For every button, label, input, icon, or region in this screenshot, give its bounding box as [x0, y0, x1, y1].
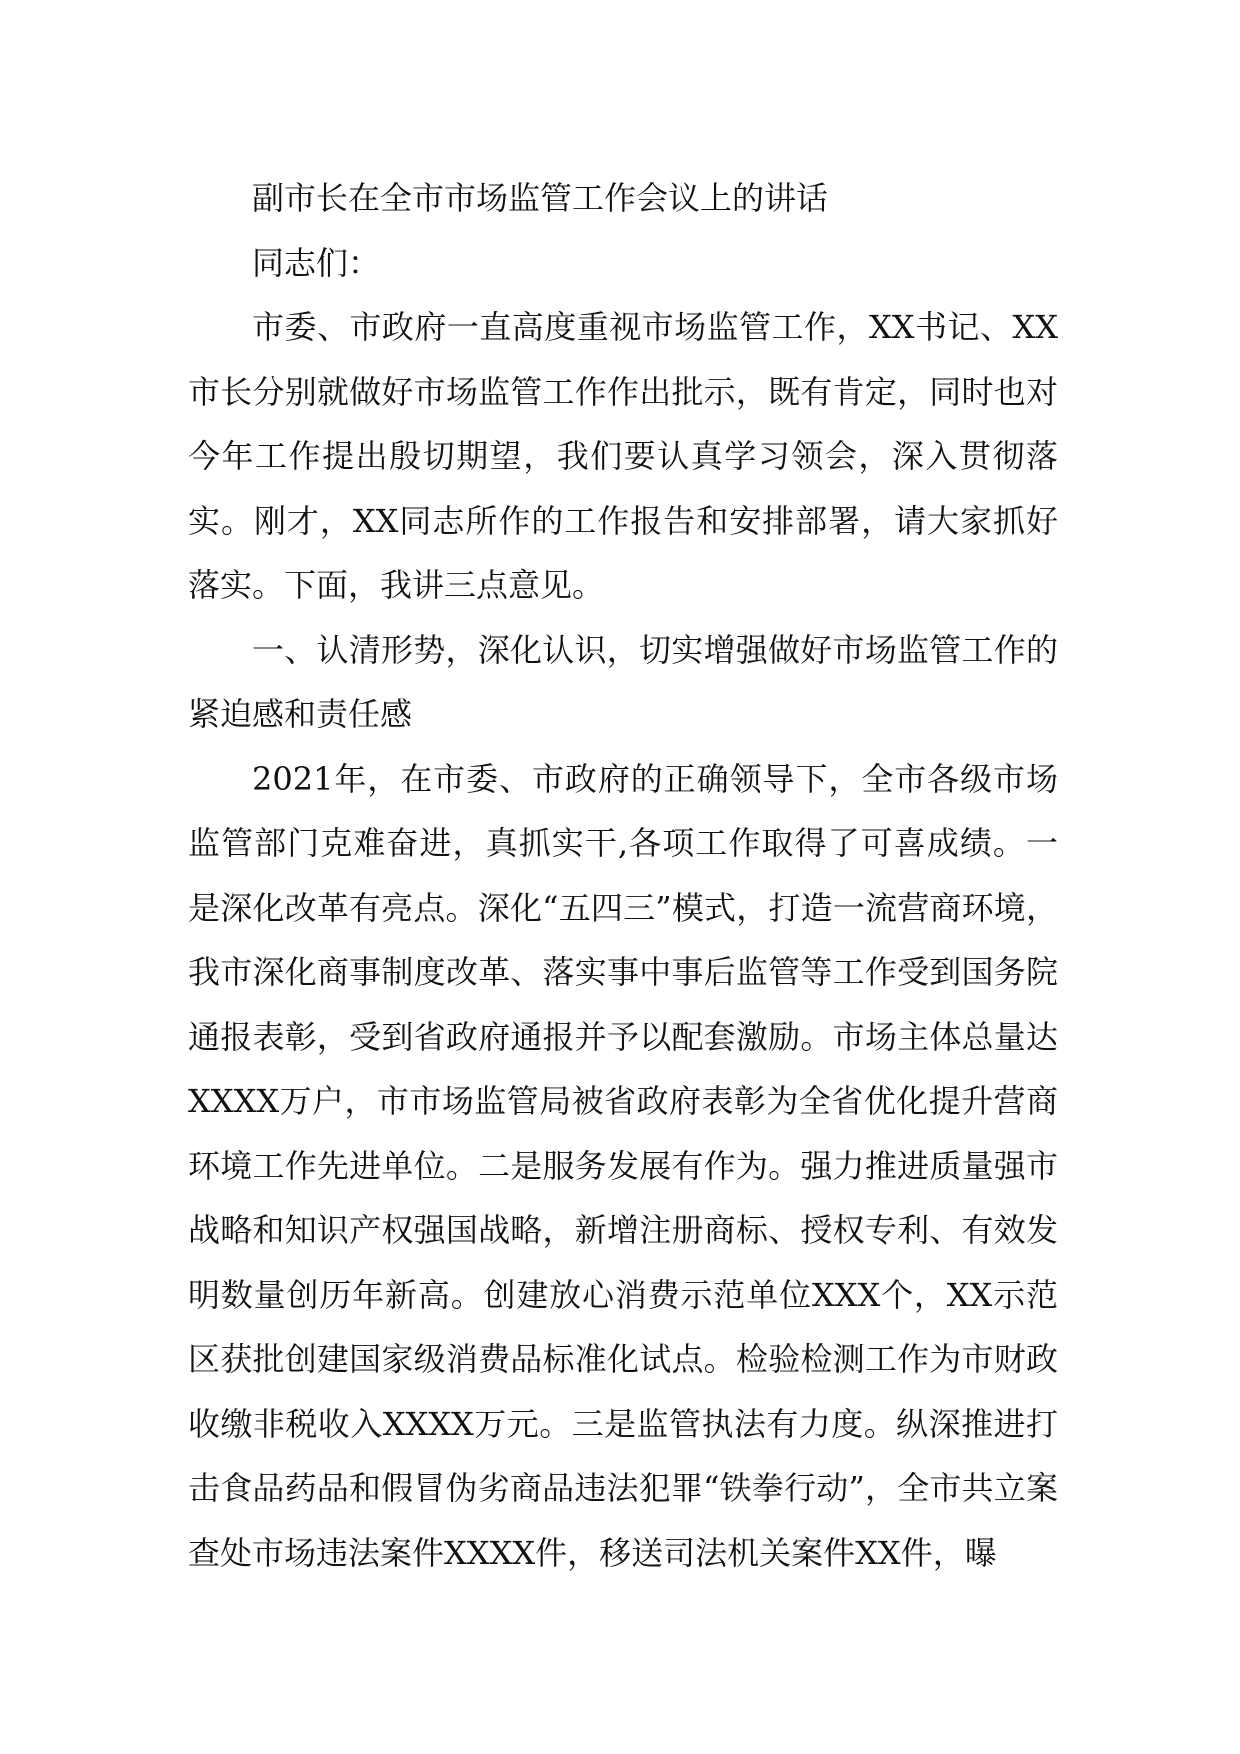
document-title: 副市长在全市市场监管工作会议上的讲话 — [252, 179, 829, 217]
salutation: 同志们： — [252, 243, 381, 282]
paragraph-intro: 市委、市政府一直高度重视市场监管工作，XX书记、XX市长分别就做好市场监管工作作出批示，既有肯定，同时也对今年工作提出殷切期望，我们要认真学习领会，深入贯彻落实。刚才，XX同志所作的工作报告和安排部署，请大家抓好落实。下面，我讲三点意见。 — [188, 308, 1058, 604]
section-heading-1: 一、认清形势，深化认识，切实增强做好市场监管工作的紧迫感和责任感 — [188, 630, 1058, 733]
paragraph-2021-review: 2021年，在市委、市政府的正确领导下，全市各级市场监管部门克难奋进，真抓实干,各项工作取得了可喜成绩。一是深化改革有亮点。深化“五四三”模式，打造一流营商环境，我市深化商事制度改革、落实事中事后监管等工作受到国务院通报表彰，受到省政府通报并予以配套激励。市场主体总量达XXXX万户，市市场监管局被省政府表彰为全省优化提升营商环境工作先进单位。二是服务发展有作为。强力推进质量强市战略和知识产权强国战略，新增注册商标、授权专利、有效发明数量创历年新高。创建放心消费示范单位XXX个，XX示范区获批创建国家级消费品标准化试点。检验检测工作为市财政收缴非税收入XXXX万元。三是监管执法有力度。纵深推进打击食品药品和假冒伪劣商品违法犯罪“铁拳行动”，全市共立案查处市场违法案件XXXX件，移送司法机关案件XX件，曝 — [188, 759, 1058, 1572]
document-body — [188, 166, 1058, 1585]
